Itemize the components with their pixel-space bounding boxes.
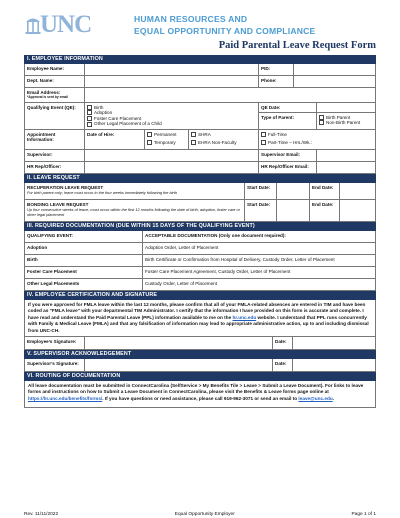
recup-end-field[interactable] bbox=[340, 183, 375, 199]
doc-event: Adoption bbox=[25, 243, 143, 254]
supervisor-email-label: Supervisor Email: bbox=[259, 150, 317, 161]
bond-start-field[interactable] bbox=[277, 200, 310, 221]
org-name bbox=[134, 13, 315, 37]
qe-option-foster[interactable]: Foster Care Placement bbox=[87, 116, 256, 122]
table-row bbox=[24, 267, 376, 279]
appt-part-time[interactable]: Part-Time – Hrs./Wk.: bbox=[261, 140, 373, 146]
section-documentation: III. REQUIRED DOCUMENTATION (DUE WITHIN 15 DAYS OF THE QUALIFYING EVENT) bbox=[24, 222, 376, 231]
appt-temporary[interactable]: Temporary bbox=[147, 140, 186, 146]
supervisor-signature-label: Supervisor’s Signature: bbox=[25, 359, 85, 371]
bond-start-label: Start Date: bbox=[245, 200, 277, 221]
appt-full-time[interactable]: Full-Time bbox=[261, 132, 373, 138]
forms-page-link[interactable]: https://hr.unc.edu/benefits/forms/ bbox=[28, 395, 103, 401]
supervisor-label: Supervisor: bbox=[25, 150, 85, 161]
employee-date-label: Date: bbox=[273, 337, 293, 349]
employee-signature-label: Employee’s Signature: bbox=[25, 337, 85, 349]
recup-end-label: End Date: bbox=[310, 183, 340, 199]
doc-col-event-header: QUALIFYING EVENT: bbox=[25, 231, 143, 242]
checkbox-icon bbox=[319, 115, 324, 120]
checkbox-icon bbox=[261, 132, 266, 137]
email-label-cell bbox=[25, 88, 85, 102]
doc-list: Custody Order, Letter of Placement bbox=[145, 280, 218, 286]
form-title: Paid Parental Leave Request Form bbox=[218, 40, 376, 51]
bond-cell bbox=[25, 200, 245, 221]
doc-list: Foster Care Placement Agreement, Custody Order, Letter of Placement bbox=[145, 268, 291, 274]
form-body bbox=[24, 55, 376, 408]
checkbox-icon bbox=[87, 122, 92, 127]
hire-cell[interactable] bbox=[85, 130, 145, 149]
pid-label: PID: bbox=[259, 64, 294, 75]
supervisor-date-label: Date: bbox=[273, 359, 293, 371]
section-leave-request: II. LEAVE REQUEST bbox=[24, 174, 376, 183]
employee-signature-field[interactable] bbox=[85, 337, 273, 349]
routing-text: All leave documentation must be submitted in ConnectCarolina (SelfService > My Benefits Tile > Leave > Submit a Leave Document). For links to leave forms and instructions on how to Submit a Leave Document in ConnectCarolina, please visit the Benefits & Leave forms page online at https://hr.unc.edu/benefits/forms/. If you have questions or need assistance, please call 919-962-3071 or send an email to leave@unc.edu. bbox=[24, 381, 376, 408]
hr-rep-email-field[interactable] bbox=[317, 162, 375, 173]
checkbox-icon bbox=[87, 110, 92, 115]
checkbox-icon bbox=[191, 140, 196, 145]
appt-ehra[interactable]: EHRA Non-Faculty bbox=[191, 140, 256, 146]
hr-rep-label: HR Rep/Officer: bbox=[25, 162, 85, 173]
table-row bbox=[24, 279, 376, 291]
checkbox-icon bbox=[191, 132, 196, 137]
supervisor-signature-field[interactable] bbox=[85, 359, 273, 371]
checkbox-icon bbox=[147, 140, 152, 145]
qe-right bbox=[259, 103, 375, 129]
org-line-1: HUMAN RESOURCES AND bbox=[134, 14, 248, 24]
section-routing: VI. ROUTING OF DOCUMENTATION bbox=[24, 372, 376, 381]
email-label: Email Address: bbox=[27, 89, 61, 95]
certification-text: If you were approved for FMLA leave within the last 12 months, please confirm that all of your FMLA-related absences are entered in TIM and have been coded as "FMLA leave" with your departmental TIM Administrator. I certify that the information I have provided on this form is accurate and complete. I have read and understand the Paid Parental Leave (PPL) information available to me on the hr.unc.edu website. I understand that PPL runs concurrently with Family & Medical Leave (FMLA) and that any falsification of information may lead to appropriate administrative action, up to and including dismissal from UNC-CH. bbox=[24, 300, 376, 337]
header bbox=[24, 10, 376, 44]
unc-logo bbox=[24, 10, 124, 40]
dept-name-field[interactable] bbox=[85, 76, 259, 87]
revision-date: Rev. 11/11/2022 bbox=[24, 512, 59, 517]
appt-label: Appointment Information: bbox=[25, 130, 85, 149]
email-field[interactable] bbox=[85, 88, 375, 102]
phone-label: Phone: bbox=[259, 76, 294, 87]
recup-cell bbox=[25, 183, 245, 199]
qe-date-field[interactable] bbox=[317, 103, 375, 112]
org-line-2: EQUAL OPPORTUNITY AND COMPLIANCE bbox=[134, 26, 316, 36]
checkbox-icon bbox=[147, 132, 152, 137]
recup-note: For birth parent only; leave must occur in the four weeks immediately following the birth bbox=[27, 190, 178, 196]
qe-option-adoption[interactable]: Adoption bbox=[87, 110, 256, 116]
doc-col-docs-header: ACCEPTABLE DOCUMENTATION (Only one document required): bbox=[145, 232, 286, 238]
phone-field[interactable] bbox=[294, 76, 375, 87]
appt-col-1 bbox=[145, 130, 189, 149]
section-certification: IV. EMPLOYEE CERTIFICATION AND SIGNATURE bbox=[24, 291, 376, 300]
hr-rep-field[interactable] bbox=[85, 162, 259, 173]
page-number: Page 1 of 1 bbox=[351, 512, 376, 517]
email-note: *Approval is sent by email bbox=[27, 95, 69, 100]
parent-type-label: Type of Parent: bbox=[259, 113, 317, 129]
checkbox-icon bbox=[87, 105, 92, 110]
footer bbox=[24, 512, 376, 517]
parent-option-birth[interactable]: Birth Parent bbox=[319, 115, 373, 121]
parent-option-non-birth[interactable]: Non-Birth Parent bbox=[319, 120, 373, 126]
table-row bbox=[24, 243, 376, 255]
recup-label: RECUPERATION LEAVE REQUEST bbox=[27, 184, 104, 190]
employee-name-field[interactable] bbox=[85, 64, 259, 75]
checkbox-icon bbox=[319, 120, 324, 125]
doc-event: Other Legal Placements bbox=[25, 279, 143, 290]
dept-name-label: Dept. Name: bbox=[25, 76, 85, 87]
appt-col-3 bbox=[259, 130, 375, 149]
logo-text: UNC bbox=[40, 11, 92, 38]
appt-permanent[interactable]: Permanent bbox=[147, 132, 186, 138]
recup-start-field[interactable] bbox=[277, 183, 310, 199]
qe-option-birth[interactable]: Birth bbox=[87, 105, 256, 111]
table-row bbox=[24, 255, 376, 267]
checkbox-icon bbox=[261, 140, 266, 145]
doc-event: Foster Care Placement bbox=[25, 267, 143, 278]
eoe-statement: Equal Opportunity Employer bbox=[174, 512, 235, 517]
hire-label: Date of Hire: bbox=[87, 131, 115, 137]
qe-option-other[interactable]: Other Legal Placement of a Child bbox=[87, 121, 256, 127]
qe-options bbox=[85, 103, 259, 129]
supervisor-field[interactable] bbox=[85, 150, 259, 161]
section-supervisor-ack: V. SUPERVISOR ACKNOWLEDGEMENT bbox=[24, 350, 376, 359]
qe-date-label: QE Date: bbox=[259, 103, 317, 112]
hr-site-link[interactable]: hr.unc.edu bbox=[232, 314, 257, 320]
supervisor-email-field[interactable] bbox=[317, 150, 375, 161]
pid-field[interactable] bbox=[294, 64, 375, 75]
employee-name-label: Employee Name: bbox=[25, 64, 85, 75]
doc-list: Birth Certificate or Confirmation from Hospital of Delivery, Custody Order, Letter of Placement bbox=[145, 256, 335, 262]
employee-date-field[interactable] bbox=[293, 337, 375, 349]
checkbox-icon bbox=[87, 116, 92, 121]
appt-shra[interactable]: SHRA bbox=[191, 132, 256, 138]
parent-type-options bbox=[317, 113, 375, 129]
recup-start-label: Start Date: bbox=[245, 183, 277, 199]
bond-end-field[interactable] bbox=[340, 200, 375, 221]
bond-label: BONDING LEAVE REQUEST bbox=[27, 201, 89, 207]
leave-email-link[interactable]: leave@unc.edu bbox=[298, 395, 333, 401]
qe-label: Qualifying Event (QE): bbox=[25, 103, 85, 129]
appt-col-2 bbox=[189, 130, 259, 149]
doc-list: Adoption Order, Letter of Placement bbox=[145, 244, 219, 250]
supervisor-date-field[interactable] bbox=[293, 359, 375, 371]
bond-note: Up four consecutive weeks of leave; must occur within the first 12 months following the date of birth, adoption, foster care or other legal placement bbox=[27, 207, 241, 218]
bond-end-label: End Date: bbox=[310, 200, 340, 221]
doc-event: Birth bbox=[25, 255, 143, 266]
hr-rep-email-label: HR Rep/Officer Email: bbox=[259, 162, 317, 173]
section-employee-info: I. EMPLOYEE INFORMATION bbox=[24, 55, 376, 64]
